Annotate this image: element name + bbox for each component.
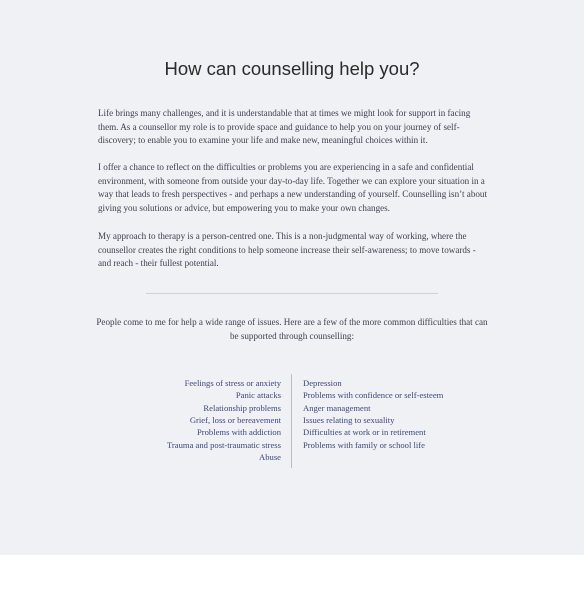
section-title: How can counselling help you? (164, 58, 420, 79)
issues-intro-text: People come to me for help a wide range of issues. Here are a few of the more common difficulties that can be supported through counselling: (96, 317, 488, 341)
issue-item: Feelings of stress or anxiety (184, 378, 281, 388)
issue-item: Difficulties at work or in retirement (303, 427, 426, 438)
issue-item: Problems with family or school life (303, 439, 425, 450)
issue-item: Abuse (259, 452, 281, 463)
section-divider (146, 293, 438, 294)
issue-item: Issues relating to sexuality (303, 415, 395, 426)
issue-item: Problems with addiction (196, 427, 281, 438)
issue-item: Relationship problems (203, 402, 281, 413)
issue-item: Anger management (303, 402, 371, 413)
issues-column-separator (291, 374, 292, 468)
issue-item: Trauma and post-traumatic stress (166, 439, 281, 450)
issue-item: Depression (303, 378, 342, 388)
issue-item: Panic attacks (235, 390, 281, 401)
intro-paragraph-1: Life brings many challenges, and it is understandable that at times we might look for support in facing them. As a counsellor my role is to provide space and guidance to help you on your journey of self-discovery; to enable you to examine your life and make new, meaningful choices within it. (98, 108, 471, 146)
intro-paragraph-3: My approach to therapy is a person-centred one. This is a non-judgmental way of working, where the counsellor creates the right conditions to help someone increase their self-awareness; to move towards - and reach - their fullest potential. (98, 231, 476, 269)
issue-item: Grief, loss or bereavement (189, 415, 281, 426)
issue-item: Problems with confidence or self-esteem (303, 390, 444, 401)
issues-list-right (303, 377, 483, 451)
issues-list-left (140, 377, 281, 463)
intro-paragraph-2: I offer a chance to reflect on the difficulties or problems you are experiencing in a safe and confidential environment, with someone from outside your day-to-day life. Together we can explore your situation in a way that leads to fresh perspectives - and perhaps a new understanding of yourself. Counselling isn’t about giving you solutions or advice, but empowering you to make your own changes. (98, 162, 487, 213)
